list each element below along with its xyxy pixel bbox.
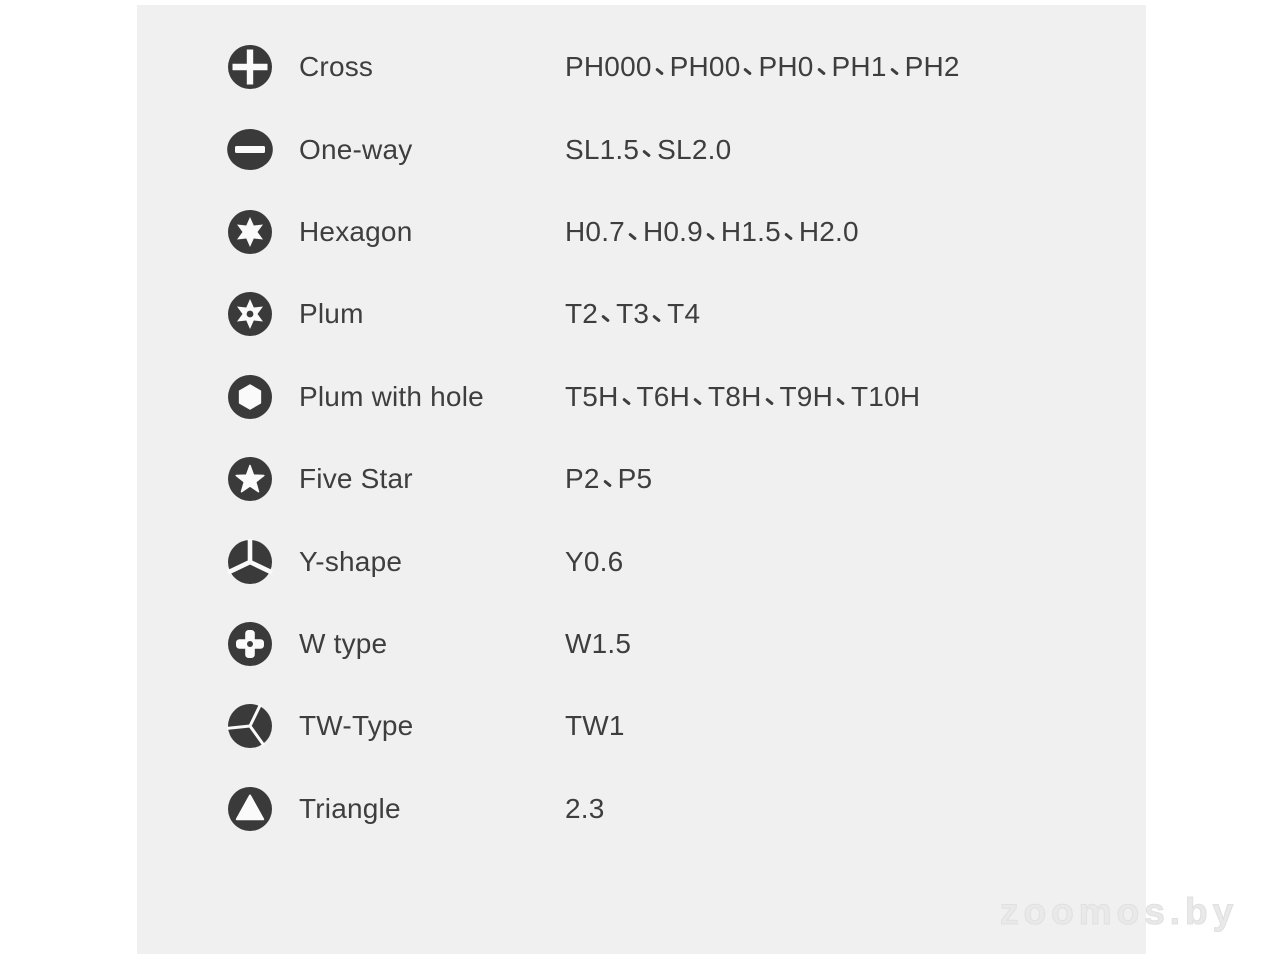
bit-row: [137, 603, 1146, 685]
bit-sizes: [565, 793, 605, 825]
ideographic-comma-separator: [887, 54, 905, 76]
size-value: T4: [667, 298, 701, 330]
size-value: T8H: [708, 380, 762, 412]
size-value: P2: [565, 463, 600, 495]
size-value: T6H: [636, 380, 690, 412]
cross-icon: [227, 44, 273, 90]
bit-type-label: Plum with hole: [299, 380, 484, 412]
size-value: P5: [617, 463, 653, 495]
hexagon-icon: [227, 209, 273, 255]
tw-type-icon: [227, 703, 273, 749]
ideographic-comma-separator: [690, 384, 708, 406]
size-value: T2: [565, 298, 599, 330]
five-star-icon: [227, 456, 273, 502]
watermark: zoomos.by: [1000, 891, 1239, 932]
ideographic-comma-separator: [649, 301, 667, 323]
bit-row: [137, 685, 1146, 767]
bit-type-label: Hexagon: [299, 215, 413, 247]
ideographic-comma-separator: [598, 301, 616, 323]
size-value: H2.0: [798, 215, 859, 247]
size-value: SL2.0: [657, 133, 732, 165]
size-value: Y0.6: [565, 545, 624, 577]
bit-type-label: Five Star: [299, 463, 413, 495]
size-value: SL1.5: [565, 133, 640, 165]
ideographic-comma-separator: [619, 384, 637, 406]
bit-row: [137, 273, 1146, 355]
size-value: PH00: [669, 51, 741, 83]
bit-row: [137, 26, 1146, 108]
size-value: H1.5: [720, 215, 781, 247]
size-value: PH000: [565, 51, 652, 83]
bit-type-label: Cross: [299, 51, 374, 83]
size-value: W1.5: [565, 627, 632, 659]
ideographic-comma-separator: [781, 219, 799, 241]
bit-sizes: [565, 134, 731, 166]
one-way-icon: [227, 127, 273, 173]
bit-type-label: Y-shape: [299, 545, 403, 577]
bit-row: [137, 108, 1146, 190]
size-value: T3: [616, 298, 650, 330]
size-value: PH0: [758, 51, 814, 83]
bit-row: [137, 356, 1146, 438]
ideographic-comma-separator: [814, 54, 832, 76]
bit-sizes: [565, 463, 652, 495]
bit-row: [137, 191, 1146, 273]
bit-table: [137, 26, 1146, 850]
bit-sizes: [565, 628, 631, 660]
size-value: T5H: [565, 380, 619, 412]
spec-panel: [137, 5, 1239, 954]
size-value: PH2: [904, 51, 960, 83]
bit-type-label: W type: [299, 627, 388, 659]
bit-row: [137, 768, 1146, 850]
bit-type-label: Triangle: [299, 792, 401, 824]
ideographic-comma-separator: [639, 137, 657, 159]
size-value: H0.9: [642, 215, 703, 247]
bit-row: [137, 438, 1146, 520]
ideographic-comma-separator: [833, 384, 851, 406]
ideographic-comma-separator: [762, 384, 780, 406]
bit-sizes: [565, 546, 623, 578]
w-type-icon: [227, 621, 273, 667]
bit-sizes: [565, 381, 920, 413]
ideographic-comma-separator: [740, 54, 758, 76]
bit-sizes: [565, 298, 700, 330]
bit-type-label: TW-Type: [299, 710, 414, 742]
plum-with-hole-icon: [227, 374, 273, 420]
ideographic-comma-separator: [600, 466, 618, 488]
size-value: T9H: [779, 380, 833, 412]
size-value: T10H: [851, 380, 921, 412]
ideographic-comma-separator: [625, 219, 643, 241]
size-value: H0.7: [565, 215, 625, 247]
plum-icon: [227, 291, 273, 337]
y-shape-icon: [227, 539, 273, 585]
bit-sizes: [565, 216, 859, 248]
size-value: TW1: [565, 710, 625, 742]
bit-row: [137, 520, 1146, 602]
ideographic-comma-separator: [703, 219, 721, 241]
bit-sizes: [565, 710, 625, 742]
size-value: PH1: [831, 51, 887, 83]
ideographic-comma-separator: [652, 54, 670, 76]
size-value: 2.3: [565, 792, 605, 824]
bit-type-label: Plum: [299, 298, 364, 330]
bit-type-label: One-way: [299, 133, 413, 165]
bit-sizes: [565, 51, 960, 83]
triangle-icon: [227, 786, 273, 832]
